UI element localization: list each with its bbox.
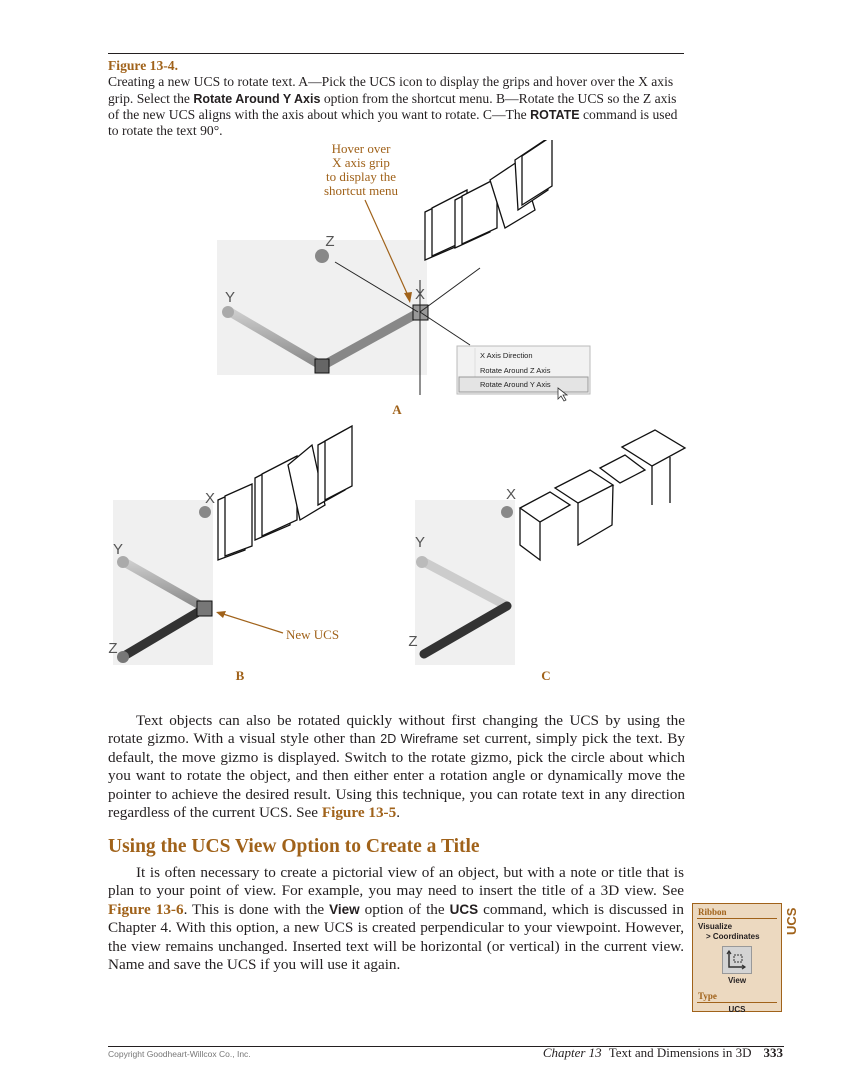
svg-text:X axis grip: X axis grip — [332, 155, 390, 170]
text: set current, simply pick the text. By default, the move gizmo is displayed. Switch to the rotate gizmo, pick the circle about which you want to rotate the object, and then either enter a rotation angle or dynamically move the pointer to achieve the desired result. Using this technique, you can rotate text in any direction regardless of the current UCS. See — [108, 730, 686, 822]
3d-text-a — [425, 140, 552, 260]
section-heading: Using the UCS View Option to Create a Title — [108, 836, 480, 857]
text: command, which is discussed in Chapter 4. With this option, a new UCS is created perpendicular to your viewpoint. However, the view remains unchanged. Inserted text will be horizontal (or vertical) in the current view. Name and save the UCS if you will use it again. — [108, 900, 684, 974]
new-ucs-arrow — [220, 613, 283, 633]
caption-text: option from the shortcut menu. B—Rotate the UCS so the Z axis of the new UCS aligns with the axis about which you want to rotate. C—The — [108, 90, 677, 122]
type-value: UCS — [728, 1005, 746, 1014]
chapter-number: Chapter 13 — [542, 1045, 602, 1060]
ucs-view-icon[interactable] — [722, 946, 752, 974]
text: option of the — [359, 900, 450, 918]
shortcut-menu — [457, 346, 590, 401]
text: . — [396, 804, 401, 822]
panel-label-a: A — [392, 402, 402, 417]
caption-text: Creating a new UCS to rotate text. A—Pick the UCS icon to display the grips and hover over the X axis grip. Select the — [108, 74, 674, 106]
axis-label-y: Y — [414, 534, 426, 551]
axis-label-y: Y — [112, 541, 124, 558]
chapter-title: Text and Dimensions in 3D — [608, 1045, 752, 1060]
figure-13-6-link[interactable]: Figure 13-6 — [108, 900, 184, 918]
axis-label-x: X — [505, 486, 517, 503]
caption-bold: Rotate Around Y Axis — [193, 91, 321, 106]
axis-label-x: X — [204, 490, 216, 507]
copyright: Copyright Goodheart-Willcox Co., Inc. — [108, 1049, 251, 1059]
ribbon-tab: Visualize — [698, 922, 733, 931]
new-ucs-label: New UCS — [286, 627, 340, 642]
3d-text-b — [218, 426, 352, 560]
text: . This is done with the — [183, 900, 330, 918]
paragraph-ucs-view — [108, 864, 684, 974]
ribbon-button-label: View — [727, 976, 747, 985]
svg-text:to display the: to display the — [325, 169, 397, 184]
running-footer — [543, 1045, 783, 1061]
side-command-label: UCS — [784, 907, 799, 935]
callout-text — [324, 141, 399, 198]
ribbon-header: Ribbon — [697, 904, 777, 919]
svg-text:shortcut menu: shortcut menu — [323, 183, 399, 198]
figure-13-5-link[interactable]: Figure 13-5 — [321, 804, 397, 822]
ribbon-sidebar — [692, 903, 782, 1012]
page-number: 333 — [763, 1045, 783, 1060]
axis-label-z: Z — [325, 233, 335, 250]
option-name: View — [329, 901, 360, 917]
type-header: Type — [697, 988, 777, 1003]
menu-item-rotate-z[interactable]: Rotate Around Z Axis — [480, 366, 551, 375]
text: It is often necessary to create a pictorial view of an object, but with a note or title that is plan to your point of view. For example, you may need to insert the title of a 3D view. See — [108, 864, 684, 900]
menu-item-rotate-y[interactable]: Rotate Around Y Axis — [480, 380, 551, 389]
caption-bold: ROTATE — [530, 107, 580, 122]
axis-label-x: X — [414, 286, 426, 303]
text: Text objects can also be rotated quickly without first changing the UCS by using the rotate gizmo. With a visual style other than — [108, 712, 685, 748]
command-name: UCS — [449, 901, 479, 917]
visual-style-name: 2D Wireframe — [380, 732, 459, 747]
figure-illustration — [0, 140, 849, 690]
ribbon-panel: > Coordinates — [706, 932, 760, 941]
svg-text:Hover over: Hover over — [331, 141, 391, 156]
figure-label: Figure 13-4. — [108, 58, 178, 73]
panel-label-c: C — [541, 668, 551, 683]
axis-label-z: Z — [108, 640, 118, 657]
panel-label-b: B — [235, 668, 245, 683]
caption-text: command is used to rotate the text 90°. — [108, 106, 678, 139]
figure-caption — [108, 58, 688, 139]
menu-item-x-axis-direction[interactable]: X Axis Direction — [480, 351, 533, 360]
axis-label-y: Y — [224, 289, 236, 306]
3d-text-c — [520, 430, 685, 560]
top-rule — [108, 53, 684, 54]
paragraph-rotate-gizmo — [108, 712, 685, 822]
axis-label-z: Z — [408, 633, 418, 650]
